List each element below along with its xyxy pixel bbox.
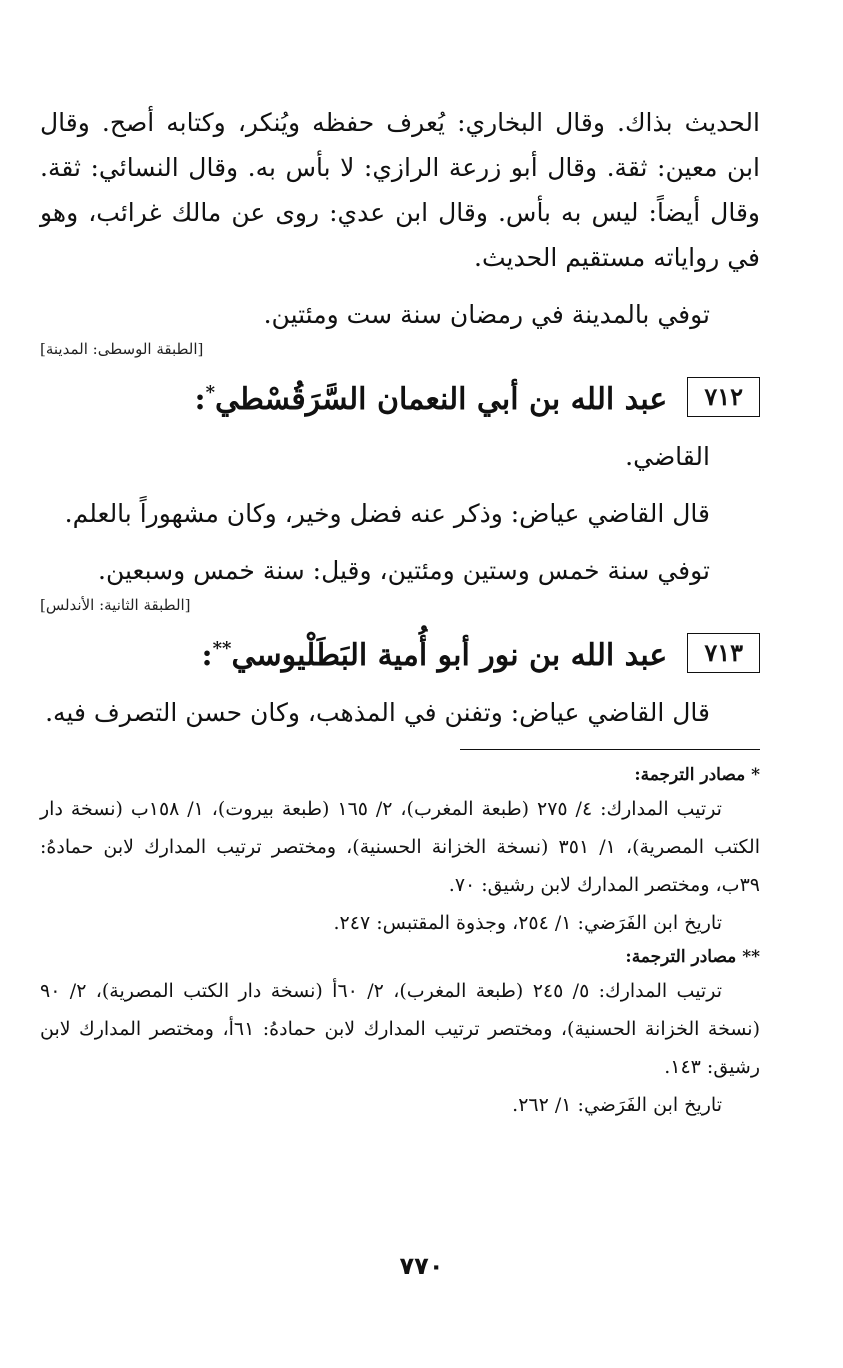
entry-name: عبد الله بن نور أبو أُمية البَطَلْيوسي**: <box>201 638 668 673</box>
entry-line: قال القاضي عياض: وذكر عنه فضل وخير، وكان مشهوراً بالعلم. <box>64 499 710 528</box>
footnote-line: ترتيب المدارك: ٤/ ٢٧٥ (طبعة المغرب)، ٢/ ١٦٥ (طبعة بيروت)، ١/ ١٥٨ب (نسخة دار الكتب المصرية)، ١/ ٣٥١ (نسخة الخزانة الحسنية)، ومختصر ترتيب المدارك لابن حمادهُ: ٣٩ب، ومختصر المدارك لابن رشيق: ٧٠. <box>40 798 760 896</box>
tabaqa-label: [الطبقة الوسطى: المدينة] <box>40 340 204 358</box>
footnote-marker: ** <box>212 638 232 659</box>
entry-line: قال القاضي عياض: وتفنن في المذهب، وكان حسن التصرف فيه. <box>45 698 710 727</box>
footnote-marker: * <box>205 382 215 403</box>
entry-number: ٧١٣ <box>687 633 760 673</box>
footnote-divider <box>460 749 760 750</box>
entry-heading <box>40 373 760 420</box>
page-number: ٧٧٠ <box>399 1252 444 1280</box>
death-note: توفي بالمدينة في رمضان سنة ست ومئتين. <box>263 300 710 329</box>
entry-heading <box>40 629 760 676</box>
tabaqa-label: [الطبقة الثانية: الأندلس] <box>40 596 191 614</box>
entry-name: عبد الله بن أبي النعمان السَّرَقُسْطي*: <box>194 382 668 417</box>
entry-line: القاضي. <box>625 442 710 471</box>
entry-number: ٧١٢ <box>687 377 760 417</box>
footnote-heading: ** مصادر الترجمة: <box>625 947 760 967</box>
footnote-line: تاريخ ابن الفَرَضي: ١/ ٢٥٤، وجذوة المقتبس: ٢٤٧. <box>333 912 722 934</box>
page-body <box>40 100 760 1124</box>
footnote-heading: * مصادر الترجمة: <box>634 765 760 785</box>
footnote-line: تاريخ ابن الفَرَضي: ١/ ٢٦٢. <box>512 1094 722 1116</box>
entry-line: توفي سنة خمس وستين ومئتين، وقيل: سنة خمس وسبعين. <box>98 556 710 585</box>
top-paragraph: الحديث بذاك. وقال البخاري: يُعرف حفظه ويُنكر، وكتابه أصح. وقال ابن معين: ثقة. وقال أبو زرعة الرازي: لا بأس به. وقال النسائي: ثقة. وقال أيضاً: ليس به بأس. وقال ابن عدي: روى عن مالك غرائب، وهو في رواياته مستقيم الحديث. <box>40 108 760 272</box>
footnote-line: ترتيب المدارك: ٥/ ٢٤٥ (طبعة المغرب)، ٢/ ٦٠أ (نسخة دار الكتب المصرية)، ٢/ ٩٠ (نسخة الخزانة الحسنية)، ومختصر ترتيب المدارك لابن حمادهُ: ٦١أ، ومختصر المدارك لابن رشيق: ١٤٣. <box>40 980 760 1078</box>
